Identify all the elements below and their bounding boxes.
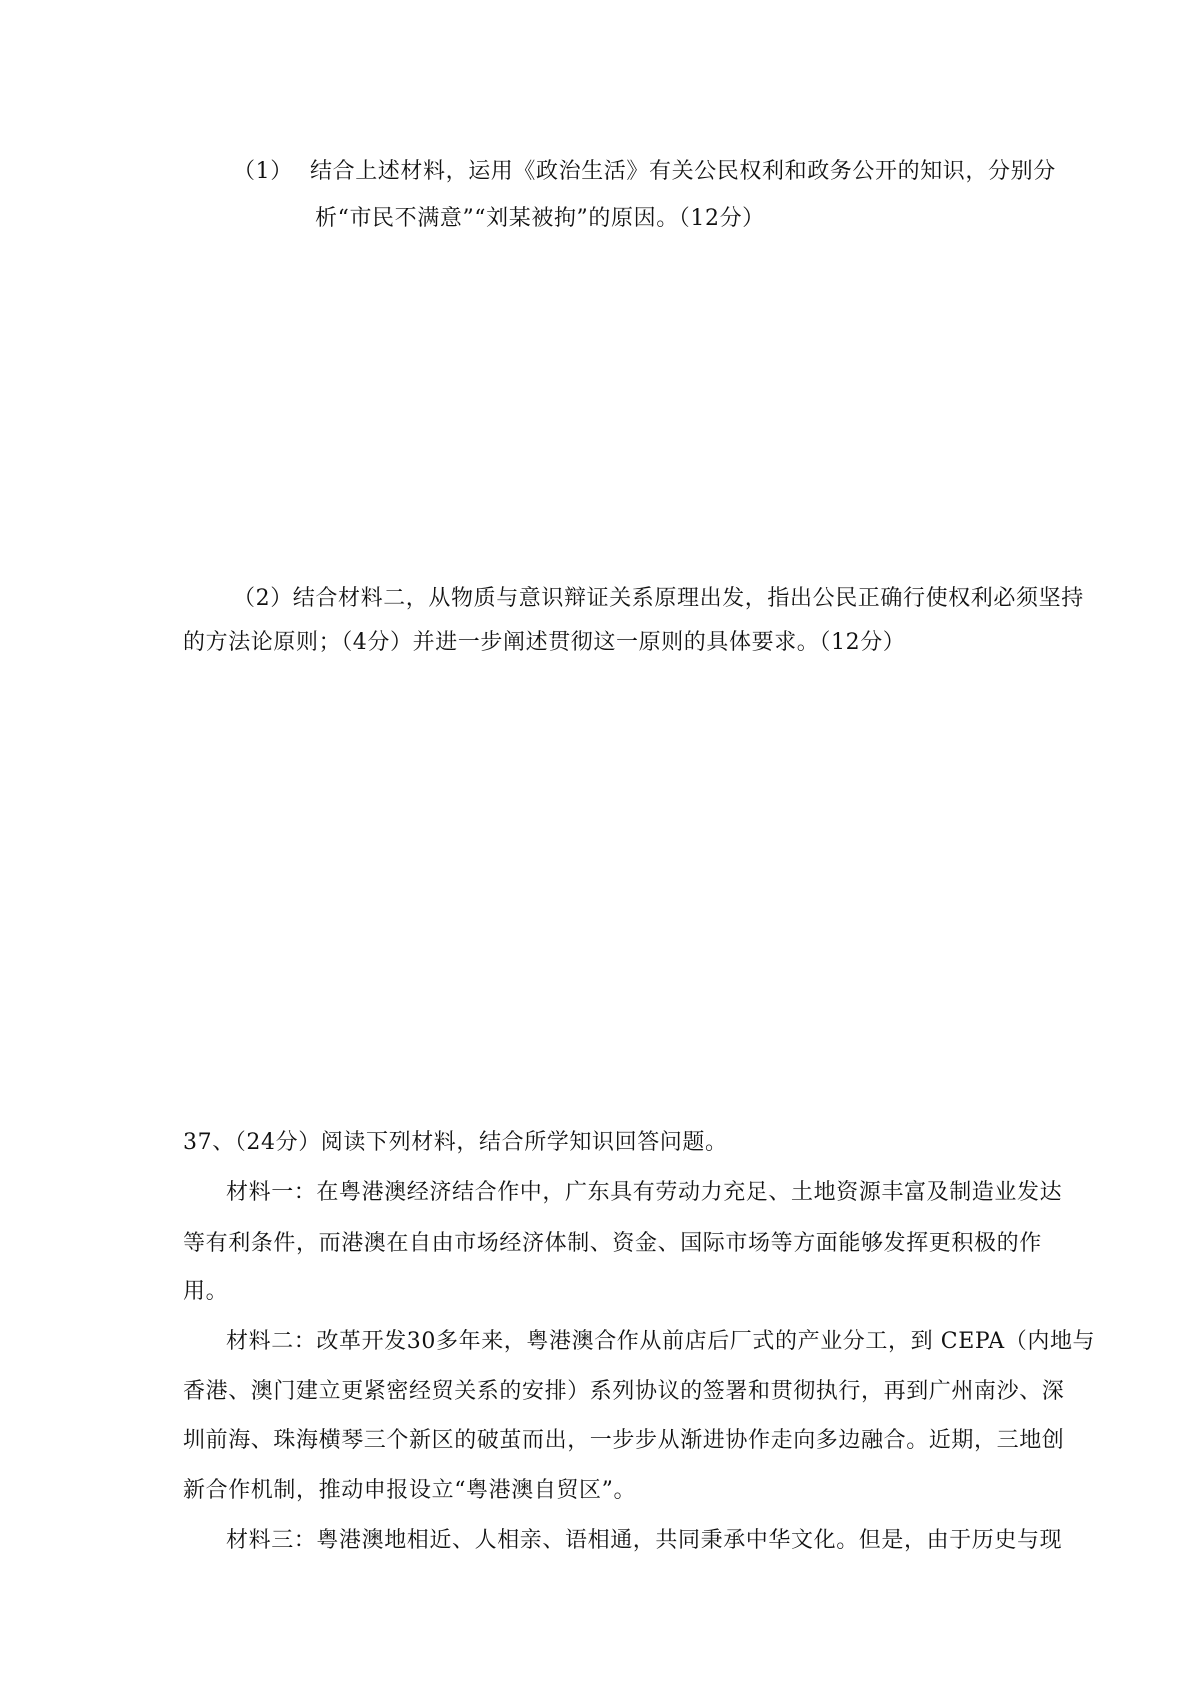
question-1-text-line-1: 结合上述材料，运用《政治生活》有关公民权利和政务公开的知识，分别分 — [310, 159, 1056, 184]
material-2-line-2: 香港、澳门建立更紧密经贸关系的安排）系列协议的签署和贯彻执行，再到广州南沙、深 — [183, 1379, 1065, 1404]
material-1-line-3: 用。 — [183, 1279, 229, 1304]
question-2-text-line-1: （2）结合材料二，从物质与意识辩证关系原理出发，指出公民正确行使权利必须坚持 — [233, 586, 1084, 611]
material-3-line-1: 材料三：粤港澳地相近、人相亲、语相通，共同秉承中华文化。但是，由于历史与现 — [226, 1528, 1063, 1553]
question-2-text-line-2: 的方法论原则；（4分）并进一步阐述贯彻这一原则的具体要求。（12分） — [183, 630, 906, 655]
material-1-line-1: 材料一：在粤港澳经济结合作中，广东具有劳动力充足、土地资源丰富及制造业发达 — [226, 1180, 1063, 1205]
material-2-line-3: 圳前海、珠海横琴三个新区的破茧而出，一步步从渐进协作走向多边融合。近期，三地创 — [183, 1428, 1065, 1453]
material-2-line-1: 材料二：改革开发30多年来，粤港澳合作从前店后厂式的产业分工，到 CEPA（内地与 — [226, 1329, 1096, 1354]
material-2-line-4: 新合作机制，推动申报设立“粤港澳自贸区”。 — [183, 1478, 637, 1503]
question-1-text-line-2: 析“市民不满意”“刘某被拘”的原因。（12分） — [315, 206, 765, 231]
question-1-number: （1） — [233, 159, 293, 184]
question-37-heading: 37、（24分）阅读下列材料，结合所学知识回答问题。 — [183, 1130, 728, 1155]
material-1-line-2: 等有利条件，而港澳在自由市场经济体制、资金、国际市场等方面能够发挥更积极的作 — [183, 1231, 1042, 1256]
